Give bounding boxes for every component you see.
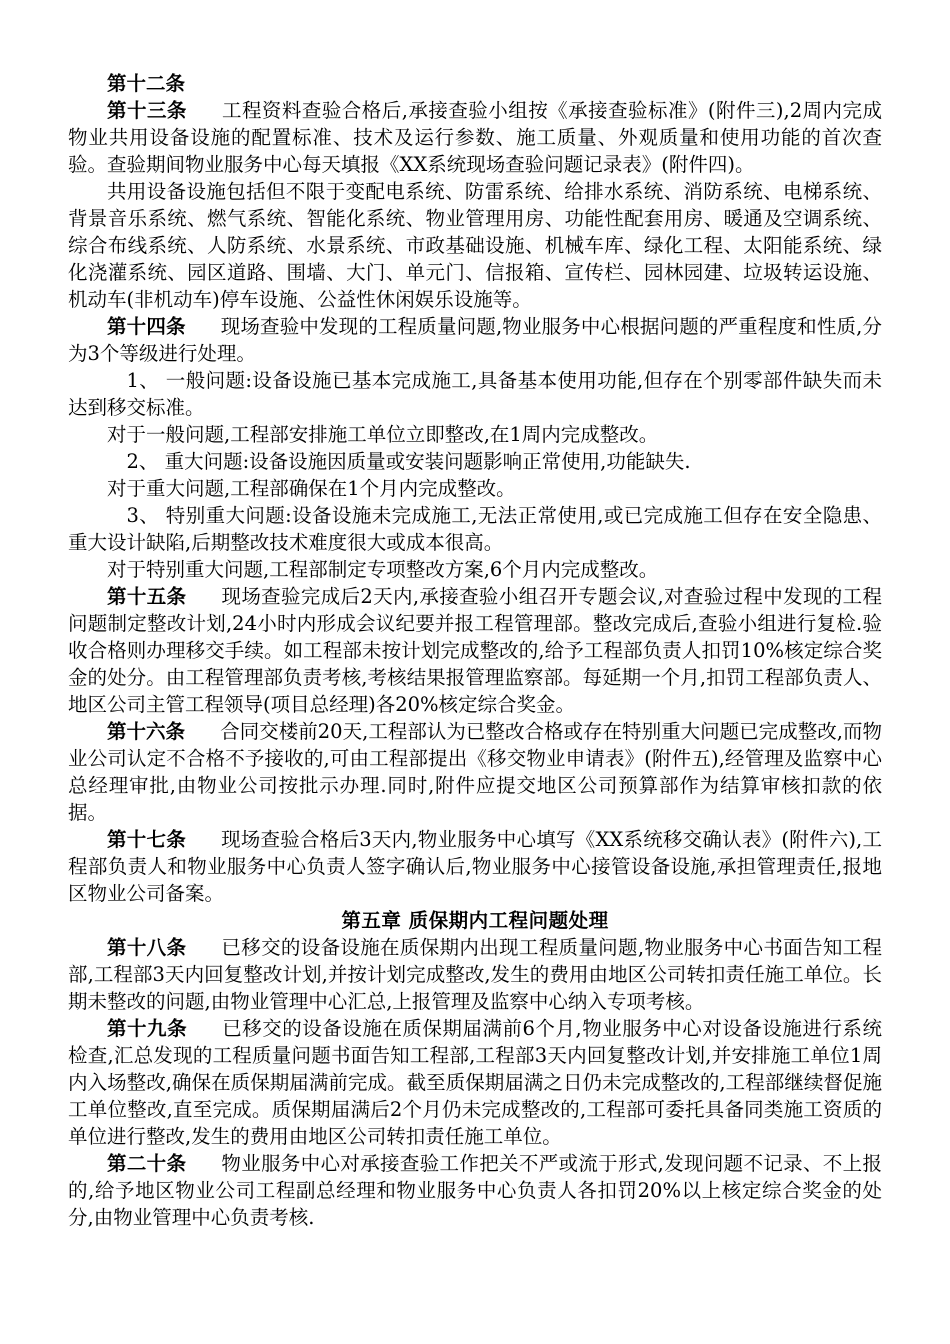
article-label: 第二十条 <box>107 1152 187 1175</box>
article-label: 第十二条 <box>107 72 186 95</box>
article-16 <box>68 718 882 826</box>
chapter-heading: 第五章 质保期内工程问题处理 <box>341 909 609 932</box>
level-3-handling: 对于特别重大问题,工程部制定专项整改方案,6个月内完成整改。 <box>107 558 659 581</box>
level-1-handling: 对于一般问题,工程部安排施工单位立即整改,在1周内完成整改。 <box>107 423 659 446</box>
article-label: 第十七条 <box>107 828 186 851</box>
facilities-list-paragraph: 共用设备设施包括但不限于变配电系统、防雷系统、给排水系统、消防系统、电梯系统、背景音乐系统、燃气系统、智能化系统、物业管理用房、功能性配套用房、暖通及空调系统、综合布线系统、人防系统、水景系统、市政基础设施、机械车库、绿化工程、太阳能系统、绿化浇灌系统、园区道路、围墙、大门、单元门、信报箱、宣传栏、园林园建、垃圾转运设施、机动车(非机动车)停车设施、公益性休闲娱乐设施等。 <box>68 180 882 311</box>
article-text: 现场查验完成后2天内,承接查验小组召开专题会议,对查验过程中发现的工程问题制定整改计划,24小时内形成会议纪要并报工程管理部。整改完成后,查验小组进行复检.验收合格则办理移交手续。如工程部未按计划完成整改的,给予工程部负责人扣罚10%核定综合奖金的处分。由工程管理部负责考核,考核结果报管理监察部。每延期一个月,扣罚工程部负责人、地区公司主管工程领导(项目总经理)各20%核定综合奖金。 <box>68 585 882 716</box>
article-label: 第十五条 <box>107 585 187 608</box>
article-label: 第十四条 <box>107 315 186 338</box>
article-label: 第十六条 <box>107 720 186 743</box>
level-2-item: 2、 重大问题:设备设施因质量或安装问题影响正常使用,功能缺失. <box>126 450 691 473</box>
article-text: 合同交楼前20天,工程部认为已整改合格或存在特别重大问题已完成整改,而物业公司认定不合格不予接收的,可由工程部提出《移交物业申请表》(附件五),经管理及监察中心总经理审批,由物业公司按批示办理.同时,附件应提交地区公司预算部作为结算审核扣款的依据。 <box>68 720 882 824</box>
article-text: 已移交的设备设施在质保期届满前6个月,物业服务中心对设备设施进行系统检查,汇总发现的工程质量问题书面告知工程部,工程部3天内回复整改计划,并安排施工单位1周内入场整改,确保在质保期届满前完成。截至质保期届满之日仍未完成整改的,工程部继续督促施工单位整改,直至完成。质保期届满后2个月仍未完成整改的,工程部可委托具备同类施工资质的单位进行整改,发生的费用由地区公司转扣责任施工单位。 <box>68 1017 882 1148</box>
article-text: 已移交的设备设施在质保期内出现工程质量问题,物业服务中心书面告知工程部,工程部3天内回复整改计划,并按计划完成整改,发生的费用由地区公司转扣责任施工单位。长期未整改的问题,由物业管理中心汇总,上报管理及监察中心纳入专项考核。 <box>68 936 882 1013</box>
article-14 <box>68 313 882 367</box>
article-label: 第十九条 <box>107 1017 188 1040</box>
level-2-handling: 对于重大问题,工程部确保在1个月内完成整改。 <box>107 477 516 500</box>
document-page <box>68 70 882 1231</box>
article-20 <box>68 1150 882 1231</box>
article-17 <box>68 826 882 907</box>
level-1-item: 1、 一般问题:设备设施已基本完成施工,具备基本使用功能,但存在个别零部件缺失而未达到移交标准。 <box>68 369 882 419</box>
article-text: 工程资料查验合格后,承接查验小组按《承接查验标准》(附件三),2周内完成物业共用设备设施的配置标准、技术及运行参数、施工质量、外观质量和使用功能的首次查验。查验期间物业服务中心每天填报《XX系统现场查验问题记录表》(附件四)。 <box>68 99 882 176</box>
article-text: 现场查验中发现的工程质量问题,物业服务中心根据问题的严重程度和性质,分为3个等级进行处理。 <box>68 315 882 365</box>
article-13 <box>68 97 882 178</box>
article-18 <box>68 934 882 1015</box>
article-text: 现场查验合格后3天内,物业服务中心填写《XX系统移交确认表》(附件六),工程部负责人和物业服务中心负责人签字确认后,物业服务中心接管设备设施,承担管理责任,报地区物业公司备案。 <box>68 828 882 905</box>
level-3-item: 3、 特别重大问题:设备设施未完成施工,无法正常使用,或已完成施工但存在安全隐患、重大设计缺陷,后期整改技术难度很大或成本很高。 <box>68 504 882 554</box>
article-15 <box>68 583 882 718</box>
article-text: 物业服务中心对承接查验工作把关不严或流于形式,发现问题不记录、不上报的,给予地区物业公司工程副总经理和物业服务中心负责人各扣罚20%以上核定综合奖金的处分,由物业管理中心负责考核. <box>68 1152 882 1229</box>
article-label: 第十八条 <box>107 936 187 959</box>
article-label: 第十三条 <box>107 99 187 122</box>
article-12 <box>68 70 882 97</box>
article-19 <box>68 1015 882 1150</box>
